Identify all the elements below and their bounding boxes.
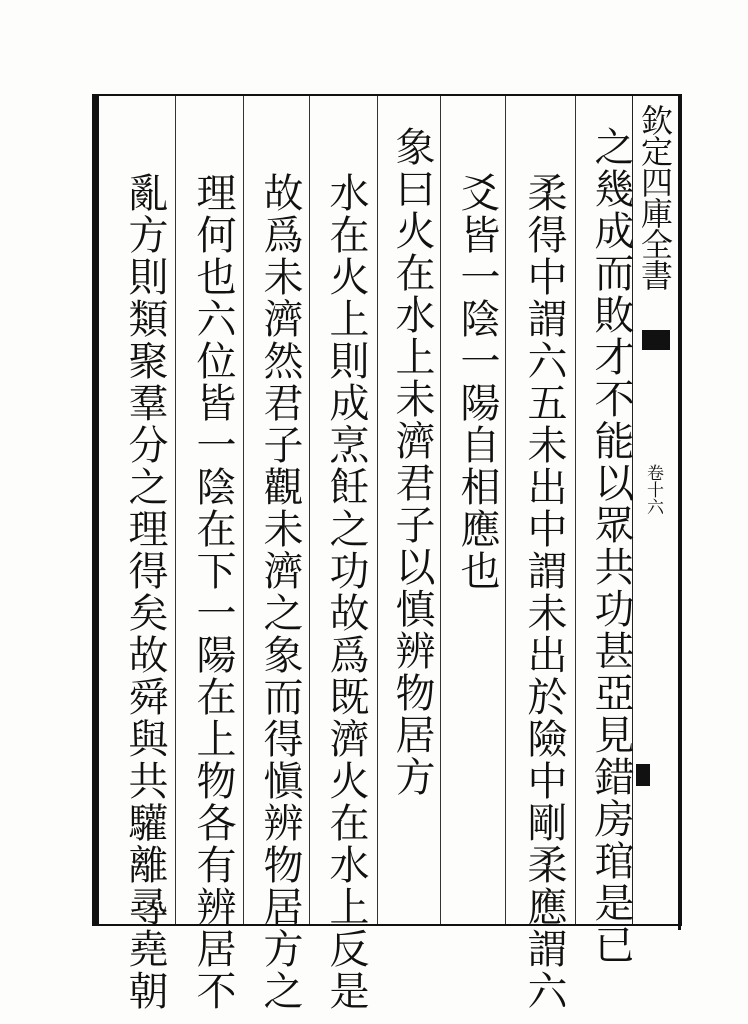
block-mark	[642, 330, 670, 350]
column-rule	[575, 96, 576, 924]
book-title: 欽定四庫全書	[636, 104, 674, 290]
column-rule	[309, 96, 310, 924]
column-rule	[505, 96, 506, 924]
page-border-right	[678, 94, 681, 930]
text-column: 亂方則類聚羣分之理得矣故舜與共驩離㝷堯朝	[122, 172, 168, 1012]
column-rule	[440, 96, 441, 924]
text-column: 水在火上則成烹飪之功故爲既濟火在水上反是	[323, 172, 369, 1012]
text-column: 理何也六位皆一陰在下一陽在上物各有辨居不	[190, 172, 236, 1012]
text-column: 故爲未濟然君子觀未濟之象而得愼辨物居方之	[257, 172, 303, 1012]
column-rule	[175, 96, 176, 924]
text-column: 之幾成而敗才不能以眾共功甚亞見錯房琯是已	[588, 126, 634, 966]
text-column: 柔得中謂六五未出中謂未出於險中剛柔應謂六	[521, 172, 567, 1012]
block-mark	[636, 764, 650, 786]
volume-label: 卷十六	[643, 464, 663, 515]
column-rule	[377, 96, 378, 924]
text-column: 爻皆一陰一陽自相應也	[454, 172, 500, 592]
column-rule	[243, 96, 244, 924]
text-column: 象曰火在水上未濟君子以慎辨物居方	[389, 126, 435, 798]
